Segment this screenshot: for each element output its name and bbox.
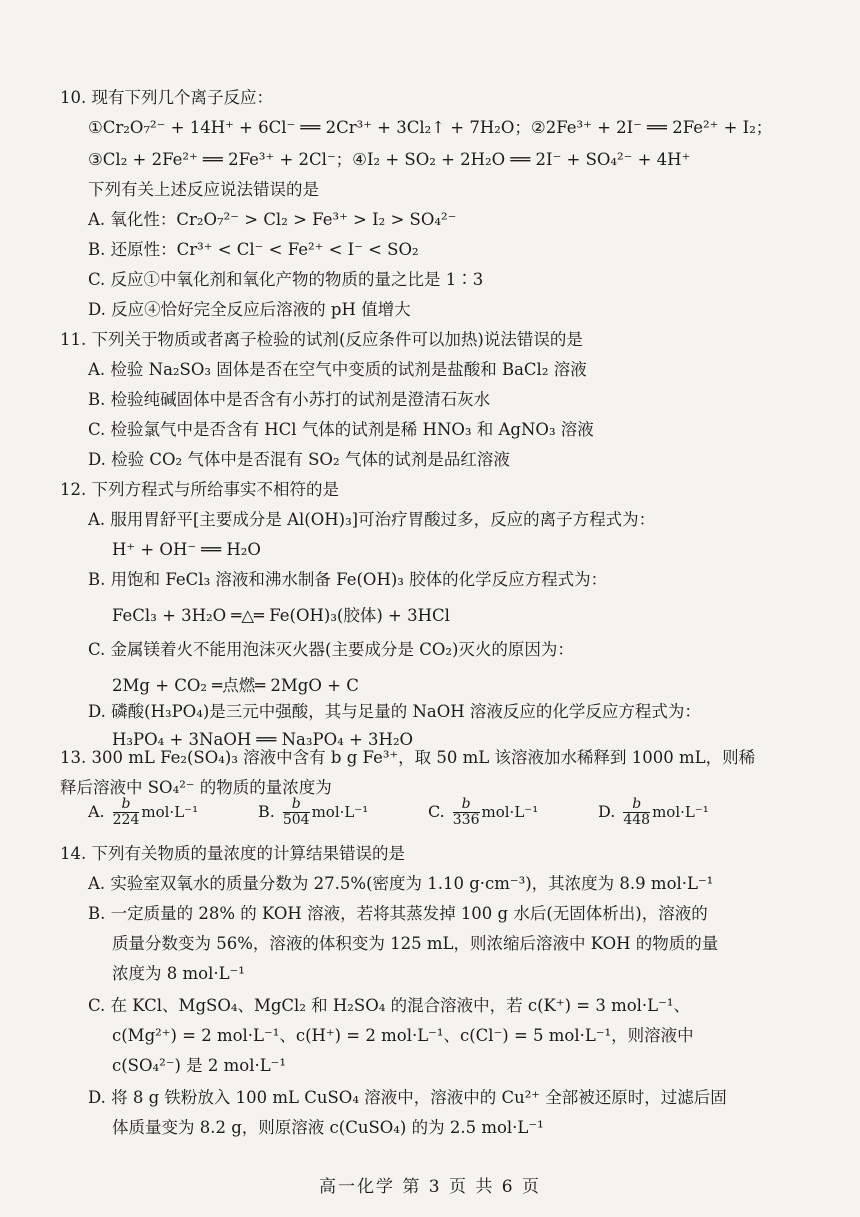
q12-option-d-eq: H₃PO₄ + 3NaOH ══ Na₃PO₄ + 3H₂O bbox=[112, 730, 414, 749]
q13-stem-line-1: 13. 300 mL Fe₂(SO₄)₃ 溶液中含有 b g Fe³⁺，取 50 mL 该溶液加水稀释到 1000 mL，则稀 bbox=[60, 748, 756, 767]
q11-option-a: A. 检验 Na₂SO₃ 固体是否在空气中变质的试剂是盐酸和 BaCl₂ 溶液 bbox=[88, 360, 587, 379]
q10-reaction-1-2: ①Cr₂O₇²⁻ + 14H⁺ + 6Cl⁻ ══ 2Cr³⁺ + 3Cl₂↑ + 7H₂O；②2Fe³⁺ + 2I⁻ ══ 2Fe²⁺ + I₂； bbox=[88, 118, 773, 137]
q10-reaction-3-4: ③Cl₂ + 2Fe²⁺ ══ 2Fe³⁺ + 2Cl⁻；④I₂ + SO₂ + 2H₂O ══ 2I⁻ + SO₄²⁻ + 4H⁺ bbox=[88, 150, 691, 169]
q13-option-a bbox=[88, 790, 198, 834]
q11-option-b: B. 检验纯碱固体中是否含有小苏打的试剂是澄清石灰水 bbox=[88, 390, 491, 409]
q12-stem: 12. 下列方程式与所给事实不相符的是 bbox=[60, 480, 339, 499]
q13-options bbox=[88, 790, 768, 834]
q12-option-b: B. 用饱和 FeCl₃ 溶液和沸水制备 Fe(OH)₃ 胶体的化学反应方程式为： bbox=[88, 570, 608, 589]
q13-numerator: b bbox=[461, 796, 471, 812]
q14-option-c-3: c(SO₄²⁻) 是 2 mol·L⁻¹ bbox=[112, 1056, 286, 1075]
q10-option-b: B. 还原性：Cr³⁺ < Cl⁻ < Fe²⁺ < I⁻ < SO₂ bbox=[88, 240, 419, 259]
q14-option-b-1: B. 一定质量的 28% 的 KOH 溶液，若将其蒸发掉 100 g 水后(无固体析出)，溶液的 bbox=[88, 904, 708, 923]
q14-option-c-2: c(Mg²⁺) = 2 mol·L⁻¹、c(H⁺) = 2 mol·L⁻¹、c(Cl⁻) = 5 mol·L⁻¹，则溶液中 bbox=[112, 1026, 694, 1045]
q13-option-b bbox=[258, 790, 368, 834]
q13-option-d bbox=[598, 790, 709, 834]
q14-option-b-3: 浓度为 8 mol·L⁻¹ bbox=[112, 964, 245, 983]
q13-option-label: B. bbox=[258, 802, 275, 821]
q10-stem: 10. 现有下列几个离子反应： bbox=[60, 88, 273, 107]
page-footer: 高一化学 第 3 页 共 6 页 bbox=[318, 1177, 542, 1197]
q13-fraction bbox=[623, 797, 650, 828]
q13-numerator: b bbox=[632, 796, 642, 812]
q13-denominator: 448 bbox=[623, 812, 651, 828]
q14-option-a: A. 实验室双氧水的质量分数为 27.5%(密度为 1.10 g·cm⁻³)，其浓度为 8.9 mol·L⁻¹ bbox=[88, 874, 714, 893]
q13-numerator: b bbox=[121, 796, 131, 812]
q13-option-c bbox=[428, 790, 538, 834]
q13-unit: mol·L⁻¹ bbox=[481, 803, 539, 821]
q12-option-a-eq: H⁺ + OH⁻ ══ H₂O bbox=[112, 540, 261, 559]
q13-unit: mol·L⁻¹ bbox=[652, 803, 709, 821]
q12-option-a: A. 服用胃舒平[主要成分是 Al(OH)₃]可治疗胃酸过多，反应的离子方程式为： bbox=[88, 510, 656, 529]
q13-numerator: b bbox=[291, 796, 301, 812]
q13-option-label: A. bbox=[88, 802, 105, 821]
q10-option-d: D. 反应④恰好完全反应后溶液的 pH 值增大 bbox=[88, 300, 411, 319]
q13-fraction bbox=[113, 797, 140, 828]
q13-fraction bbox=[453, 797, 480, 828]
q14-option-c-1: C. 在 KCl、MgSO₄、MgCl₂ 和 H₂SO₄ 的混合溶液中，若 c(K⁺) = 3 mol·L⁻¹、 bbox=[88, 996, 690, 1015]
q13-unit: mol·L⁻¹ bbox=[311, 803, 369, 821]
q13-fraction bbox=[283, 797, 310, 828]
q13-denominator: 224 bbox=[112, 812, 140, 828]
q11-option-d: D. 检验 CO₂ 气体中是否混有 SO₂ 气体的试剂是品红溶液 bbox=[88, 450, 510, 469]
q10-option-a: A. 氧化性：Cr₂O₇²⁻ > Cl₂ > Fe³⁺ > I₂ > SO₄²⁻ bbox=[88, 210, 457, 229]
q13-option-label: C. bbox=[428, 802, 445, 821]
q10-option-c: C. 反应①中氧化剂和氧化产物的物质的量之比是 1∶3 bbox=[88, 270, 484, 289]
q13-option-label: D. bbox=[598, 802, 616, 821]
q13-denominator: 336 bbox=[452, 812, 480, 828]
q14-option-b-2: 质量分数变为 56%，溶液的体积变为 125 mL，则浓缩后溶液中 KOH 的物质的量 bbox=[112, 934, 719, 953]
q13-unit: mol·L⁻¹ bbox=[141, 803, 199, 821]
q14-option-d-2: 体质量变为 8.2 g，则原溶液 c(CuSO₄) 的为 2.5 mol·L⁻¹ bbox=[112, 1118, 544, 1137]
q12-option-c-eq: 2Mg + CO₂ ═点燃═ 2MgO + C bbox=[112, 676, 359, 695]
q11-stem: 11. 下列关于物质或者离子检验的试剂(反应条件可以加热)说法错误的是 bbox=[60, 330, 583, 349]
q13-stem-line-2: 释后溶液中 SO₄²⁻ 的物质的量浓度为 bbox=[60, 778, 332, 797]
q10-question: 下列有关上述反应说法错误的是 bbox=[88, 180, 319, 199]
q11-option-c: C. 检验氯气中是否含有 HCl 气体的试剂是稀 HNO₃ 和 AgNO₃ 溶液 bbox=[88, 420, 594, 439]
q12-option-d: D. 磷酸(H₃PO₄)是三元中强酸，其与足量的 NaOH 溶液反应的化学反应方程式为： bbox=[88, 702, 701, 721]
q12-option-c: C. 金属镁着火不能用泡沫灭火器(主要成分是 CO₂)灭火的原因为： bbox=[88, 640, 574, 659]
q12-option-b-eq: FeCl₃ + 3H₂O ═△═ Fe(OH)₃(胶体) + 3HCl bbox=[112, 606, 450, 625]
q14-stem: 14. 下列有关物质的量浓度的计算结果错误的是 bbox=[60, 844, 405, 863]
q14-option-d-1: D. 将 8 g 铁粉放入 100 mL CuSO₄ 溶液中，溶液中的 Cu²⁺ 全部被还原时，过滤后固 bbox=[88, 1088, 727, 1107]
q13-denominator: 504 bbox=[282, 812, 310, 828]
